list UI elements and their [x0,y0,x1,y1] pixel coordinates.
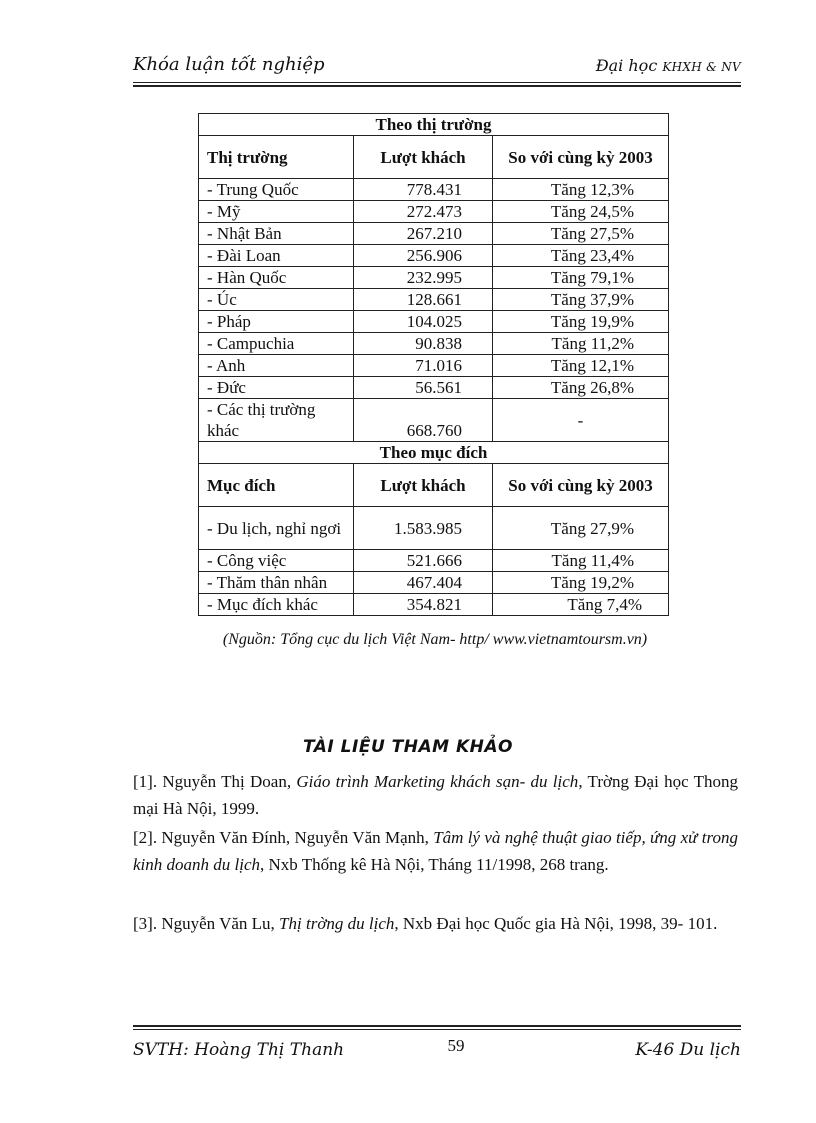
table-row [199,377,669,399]
reference-publisher: , Trờng Đại học Thong mại Hà Nội, 1999. [133,772,738,818]
row-visitors: 90.838 [354,333,493,355]
row-label: - Anh [199,355,354,377]
row-label: - Trung Quốc [199,179,354,201]
header-thesis-label: Khóa luận tốt nghiệp [133,54,325,75]
row-change: Tăng 19,9% [493,311,669,333]
footer-rule-thick [133,1025,741,1027]
header-university-faculty: KHXH & NV [662,60,741,74]
row-visitors: 1.583.985 [354,507,493,550]
header-university-main: Đại học [595,56,658,75]
row-label: - Mục đích khác [199,594,354,616]
row-label: - Du lịch, nghỉ ngơi [199,507,354,550]
reference-item [133,910,738,937]
header-rule-thick [133,85,741,87]
header-university [596,56,741,75]
row-visitors: 104.025 [354,311,493,333]
col-header-purpose: Mục đích [199,464,354,507]
section-title-market: Theo thị trường [199,114,669,136]
row-change: Tăng 37,9% [493,289,669,311]
row-label: - Đức [199,377,354,399]
row-visitors: 272.473 [354,201,493,223]
table-row [199,572,669,594]
footer-rule [133,1029,741,1030]
row-visitors: 467.404 [354,572,493,594]
section-title-purpose: Theo mục đích [199,442,669,464]
row-label: - Mỹ [199,201,354,223]
col-header-compare-2: So với cùng kỳ 2003 [493,464,669,507]
row-label: - Hàn Quốc [199,267,354,289]
row-change: Tăng 19,2% [493,572,669,594]
table-row [199,333,669,355]
page-number: 59 [447,1036,465,1055]
row-change: Tăng 27,5% [493,223,669,245]
header-rule [133,82,741,83]
table-row [199,355,669,377]
reference-title: Giáo trình Marketing khách sạn- du lịch [296,772,579,791]
table-source-note: (Nguồn: Tổng cục du lịch Việt Nam- http/ www.vietnamtoursm.vn) [222,631,648,648]
row-label: - Úc [199,289,354,311]
page-header [133,54,741,80]
reference-publisher: , Nxb Đại học Quốc gia Hà Nội, 1998, 39- 101. [394,914,718,933]
row-visitors: 71.016 [354,355,493,377]
footer-class: K-46 Du lịch [635,1040,741,1060]
row-visitors: 668.760 [354,399,493,442]
row-visitors: 354.821 [354,594,493,616]
row-visitors: 267.210 [354,223,493,245]
table-row [199,550,669,572]
table-row [199,311,669,333]
footer-student: SVTH: Hoàng Thị Thanh [133,1040,345,1060]
row-change: Tăng 27,9% [493,507,669,550]
row-change: Tăng 24,5% [493,201,669,223]
reference-author: [2]. Nguyễn Văn Đính, Nguyễn Văn Mạnh, [133,828,434,847]
reference-publisher: , Nxb Thống kê Hà Nội, Tháng 11/1998, 268 trang. [260,855,609,874]
row-change: Tăng 11,4% [493,550,669,572]
row-change: Tăng 7,4% [493,594,669,616]
row-change: Tăng 23,4% [493,245,669,267]
table-row [199,179,669,201]
row-visitors: 56.561 [354,377,493,399]
col-header-visitors: Lượt khách [354,136,493,179]
row-change: - [493,399,669,442]
row-label: - Đài Loan [199,245,354,267]
row-visitors: 232.995 [354,267,493,289]
row-visitors: 128.661 [354,289,493,311]
reference-author: [3]. Nguyễn Văn Lu, [133,914,280,933]
reference-item [133,824,738,878]
table-row [199,201,669,223]
row-change: Tăng 12,1% [493,355,669,377]
table-row [199,267,669,289]
reference-item [133,768,738,822]
reference-title: Thị trờng du lịch [279,914,395,933]
reference-title: Tâm lý và nghệ thuật giao tiếp, ứng xử trong kinh doanh du lịch [133,828,738,874]
row-label: - Nhật Bản [199,223,354,245]
table-row [199,223,669,245]
table-row [199,289,669,311]
row-label: - Pháp [199,311,354,333]
visitor-stats-table [198,113,669,616]
row-visitors: 256.906 [354,245,493,267]
row-change: Tăng 26,8% [493,377,669,399]
col-header-market: Thị trường [199,136,354,179]
row-label: - Campuchia [199,333,354,355]
row-change: Tăng 79,1% [493,267,669,289]
table-row [199,399,669,442]
row-visitors: 521.666 [354,550,493,572]
col-header-compare: So với cùng kỳ 2003 [493,136,669,179]
row-visitors: 778.431 [354,179,493,201]
col-header-visitors-2: Lượt khách [354,464,493,507]
reference-author: [1]. Nguyễn Thị Doan, [133,772,297,791]
references-title: TÀI LIỆU THAM KHẢO [303,737,513,757]
row-label: - Các thị trường khác [199,399,354,442]
table-row [199,245,669,267]
table-row [199,507,669,550]
row-label: - Công việc [199,550,354,572]
row-change: Tăng 12,3% [493,179,669,201]
row-label: - Thăm thân nhân [199,572,354,594]
table-row [199,594,669,616]
row-change: Tăng 11,2% [493,333,669,355]
